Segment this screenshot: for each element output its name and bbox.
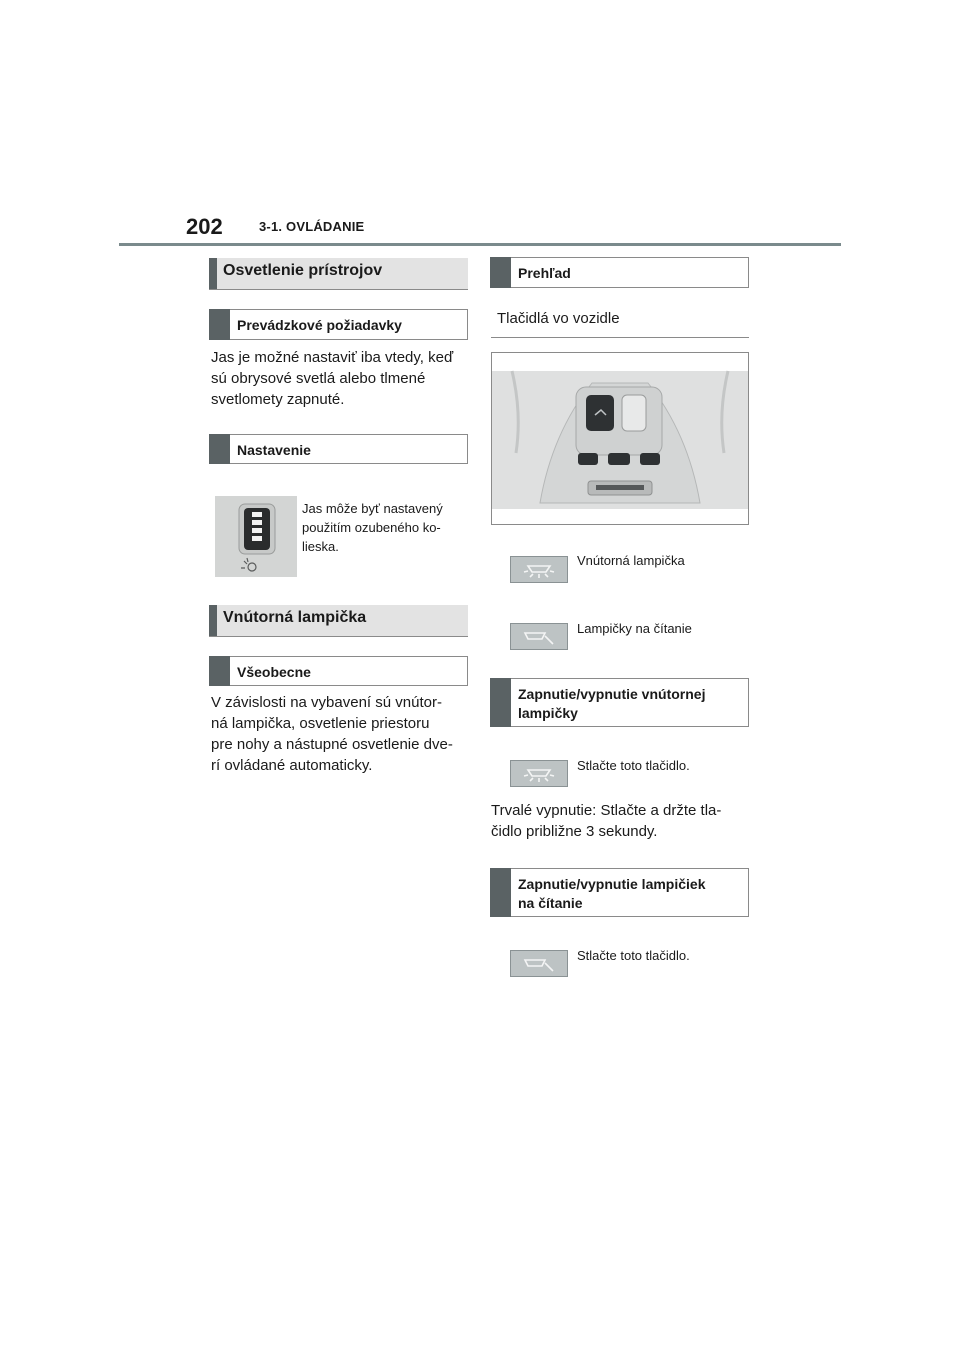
subheading-title: Všeobecne (237, 664, 311, 680)
subheading-title: Prevádzkové požiadavky (237, 317, 402, 333)
section-title: Vnútorná lampička (223, 609, 367, 626)
heading-bar (209, 434, 230, 464)
title-line: Zapnutie/vypnutie vnútornej (518, 686, 706, 702)
subheading-interior-light-toggle (490, 678, 749, 727)
heading-bar (209, 605, 217, 636)
subheading-setting (209, 434, 468, 464)
title-line: lampičky (518, 705, 578, 721)
chapter-title: 3-1. OVLÁDANIE (259, 219, 365, 234)
text-line: rí ovládané automaticky. (211, 757, 373, 774)
general-text (211, 692, 476, 776)
permanent-off-note (491, 800, 756, 842)
overhead-console-illustration (492, 353, 748, 524)
text-line: sú obrysové svetlá alebo tlmené (211, 370, 426, 387)
text-line: Jas môže byť nastavený (302, 501, 443, 516)
section-heading-instrument-lighting (209, 258, 468, 290)
heading-bar (209, 258, 217, 289)
title-line: na čítanie (518, 895, 583, 911)
heading-bar (209, 656, 230, 686)
thumbwheel-image (215, 496, 297, 577)
reading-light-icon (510, 950, 568, 977)
subheading-title (518, 685, 705, 723)
text-line: svetlomety zapnuté. (211, 391, 345, 408)
heading-bar (490, 868, 511, 917)
setting-caption (302, 499, 472, 556)
heading-bar (209, 309, 230, 340)
text-line: Jas je možné nastaviť iba vtedy, keď (211, 349, 454, 366)
text-line: čidlo približne 3 sekundy. (491, 823, 658, 840)
icon-label: Vnútorná lampička (577, 553, 685, 568)
heading-bar (490, 678, 511, 727)
page-number: 202 (186, 214, 223, 239)
text-line: použitím ozubeného ko- (302, 520, 441, 535)
subheading-title: Nastavenie (237, 442, 311, 458)
heading-bar (490, 257, 511, 288)
interior-light-icon (510, 556, 568, 583)
heading-text: Tlačidlá vo vozidle (497, 310, 620, 327)
press-instruction: Stlačte toto tlačidlo. (577, 758, 690, 773)
text-line: pre nohy a nástupné osvetlenie dve- (211, 736, 453, 753)
overhead-console-image (491, 352, 749, 525)
text-line: V závislosti na vybavení sú vnútor- (211, 694, 442, 711)
interior-light-icon (510, 760, 568, 787)
title-line: Zapnutie/vypnutie lampičiek (518, 876, 706, 892)
section-heading-interior-light (209, 605, 468, 637)
subheading-title (518, 875, 706, 913)
subheading-title: Prehľad (518, 265, 571, 281)
text-line: lieska. (302, 539, 339, 554)
section-title: Osvetlenie prístrojov (223, 262, 383, 279)
subheading-operating-requirements (209, 309, 468, 340)
press-instruction: Stlačte toto tlačidlo. (577, 948, 690, 963)
text-line: Trvalé vypnutie: Stlačte a držte tla- (491, 802, 722, 819)
subheading-general (209, 656, 468, 686)
thumbwheel-icon (215, 496, 297, 577)
icon-label: Lampičky na čítanie (577, 621, 692, 636)
header-rule (119, 243, 841, 246)
reading-light-icon (510, 623, 568, 650)
buttons-in-vehicle-heading (491, 308, 749, 338)
subheading-reading-light-toggle (490, 868, 749, 917)
text-line: ná lampička, osvetlenie priestoru (211, 715, 430, 732)
subheading-overview (490, 257, 749, 288)
operating-requirements-text (211, 347, 476, 410)
